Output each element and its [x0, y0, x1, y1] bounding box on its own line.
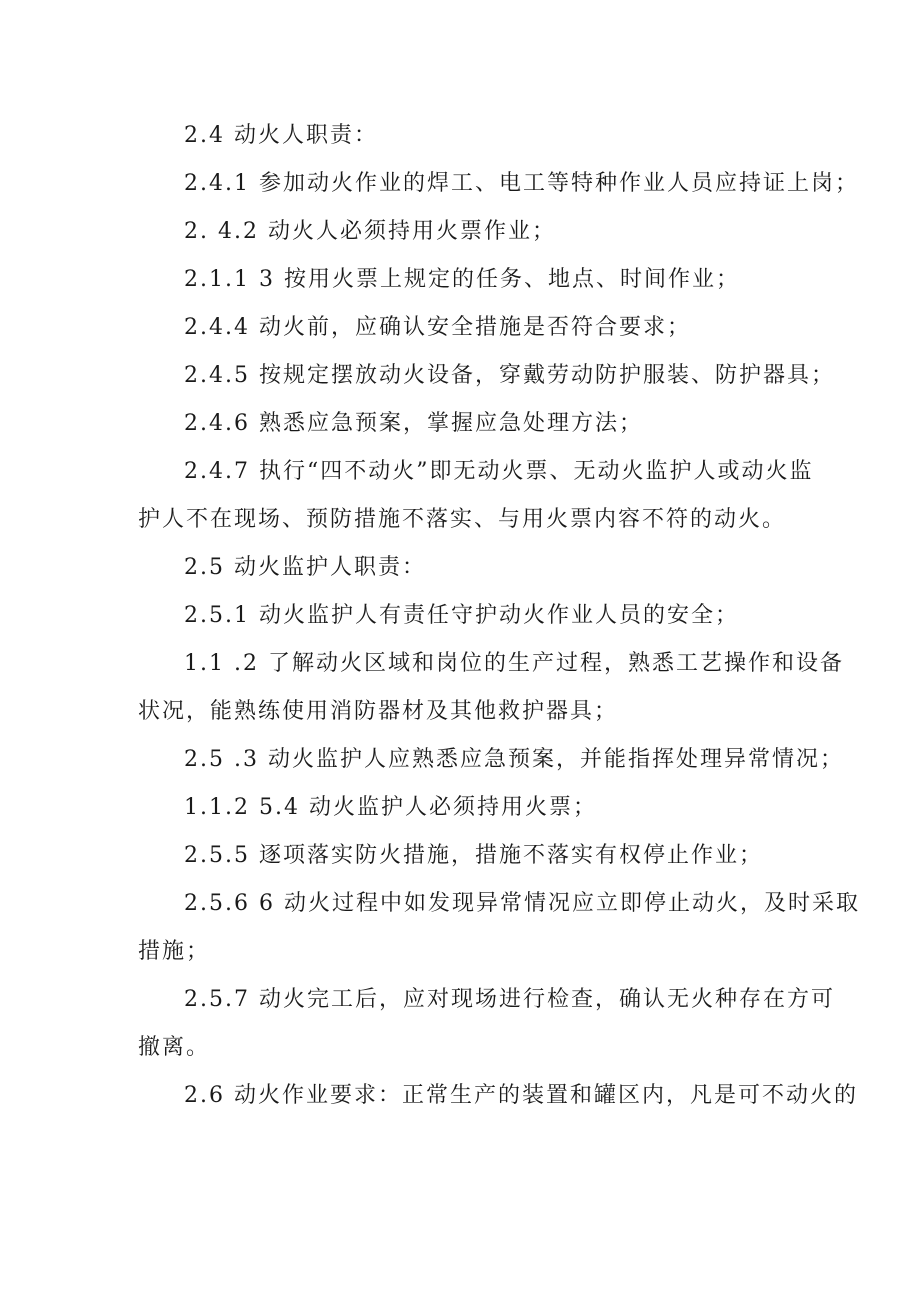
paragraph-line: 2.4.1 参加动火作业的焊工、电工等特种作业人员应持证上岗；	[184, 171, 859, 196]
paragraph-line: 1.1.2 5.4 动火监护人必须持用火票；	[184, 795, 597, 820]
paragraph-line-continuation: 措施；	[138, 939, 211, 964]
paragraph-line: 2.4.6 熟悉应急预案，掌握应急处理方法；	[184, 411, 643, 436]
paragraph-line: 2.5.1 动火监护人有责任守护动火作业人员的安全；	[184, 603, 739, 628]
paragraph-line: 2.4.4 动火前，应确认安全措施是否符合要求；	[184, 315, 691, 340]
paragraph-line: 2.4.5 按规定摆放动火设备，穿戴劳动防护服装、防护器具；	[184, 363, 835, 388]
paragraph-line-continuation: 护人不在现场、预防措施不落实、与用火票内容不符的动火。	[138, 507, 787, 532]
paragraph-line: 2.5.5 逐项落实防火措施，措施不落实有权停止作业；	[184, 843, 763, 868]
paragraph-line: 2.5.6 6 动火过程中如发现异常情况应立即停止动火，及时采取	[184, 891, 860, 916]
section-heading-2-5: 2.5 动火监护人职责：	[184, 555, 426, 580]
paragraph-line-continuation: 撤离。	[138, 1035, 211, 1060]
paragraph-line: 2.1.1 3 按用火票上规定的任务、地点、时间作业；	[184, 267, 740, 292]
paragraph-line: 1.1 .2 了解动火区域和岗位的生产过程，熟悉工艺操作和设备	[184, 651, 844, 676]
paragraph-line-continuation: 状况，能熟练使用消防器材及其他救护器具；	[138, 699, 619, 724]
paragraph-line: 2.5.7 动火完工后，应对现场进行检查，确认无火种存在方可	[184, 987, 835, 1012]
paragraph-line: 2.5 .3 动火监护人应熟悉应急预案，并能指挥处理异常情况；	[184, 747, 844, 772]
paragraph-line: 2. 4.2 动火人必须持用火票作业；	[184, 219, 556, 244]
section-heading-2-6: 2.6 动火作业要求：正常生产的装置和罐区内，凡是可不动火的	[184, 1083, 858, 1108]
paragraph-line: 2.4.7 执行“四不动火”即无动火票、无动火监护人或动火监	[184, 459, 814, 484]
section-heading-2-4: 2.4 动火人职责：	[184, 123, 378, 148]
document-body	[138, 112, 860, 1120]
